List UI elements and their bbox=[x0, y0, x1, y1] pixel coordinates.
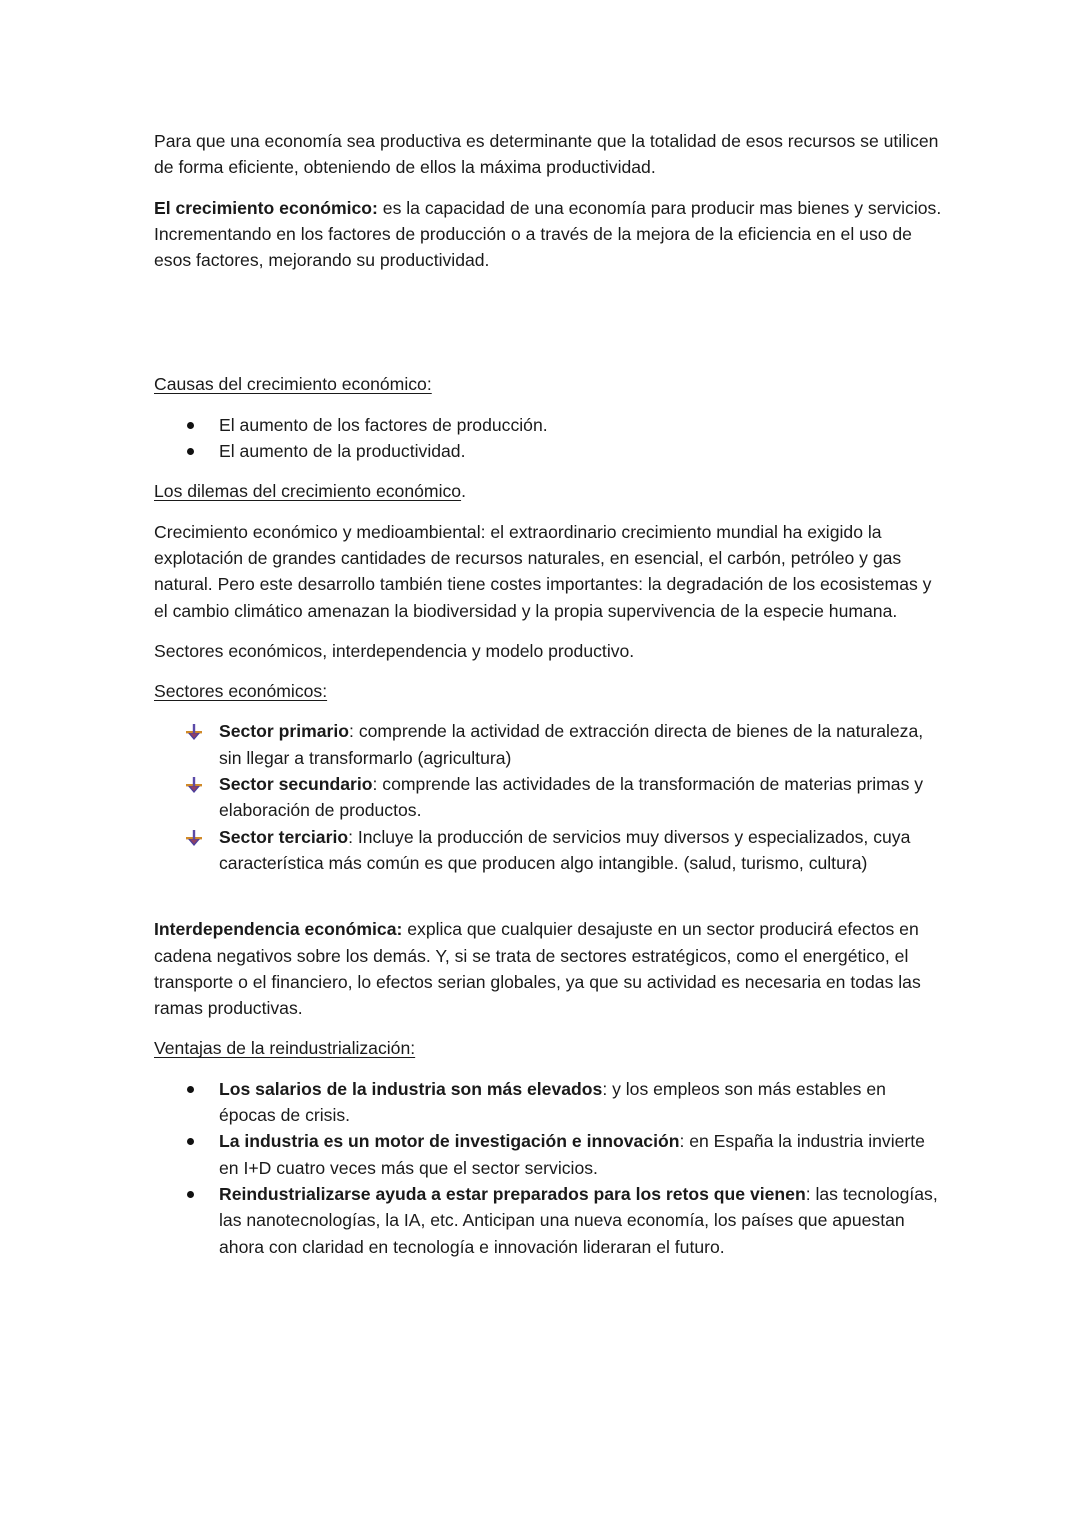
definition-sector-terciario: : Incluye la producción de servicios muy diversos y especializados, cuya característica más común es que producen algo intangible. (salud, turismo, cultura) bbox=[219, 826, 911, 873]
section-title-sectores: Sectores económicos, interdependencia y modelo productivo. bbox=[154, 640, 635, 661]
list-item-sector-secundario bbox=[154, 771, 944, 824]
term-sector-secundario: Sector secundario bbox=[219, 774, 373, 795]
list-item bbox=[154, 1076, 944, 1129]
term-crecimiento: El crecimiento económico: bbox=[154, 197, 378, 218]
list-item-sector-primario bbox=[154, 718, 944, 771]
list-causas bbox=[154, 412, 944, 465]
list-item: El aumento de la productividad. bbox=[154, 438, 944, 464]
arrow-down-icon bbox=[185, 776, 203, 794]
term-ventaja: Reindustrializarse ayuda a estar preparados para los retos que vienen bbox=[219, 1183, 806, 1204]
definition-interdependencia: explica que cualquier desajuste en un sector producirá efectos en cadena negativos sobre los demás. Y, si se trata de sectores estratégicos, como el energético, el transporte o el financiero, lo efectos serian globales, ya que su actividad es necesaria en todas las ramas productivas. bbox=[154, 919, 921, 1019]
list-sectores bbox=[154, 718, 944, 876]
definition-ventaja: : y los empleos son más estables en épocas de crisis. bbox=[219, 1078, 886, 1126]
definition-sector-primario: : comprende la actividad de extracción directa de bienes de la naturaleza, sin llegar a transformarlo (agricultura) bbox=[219, 721, 924, 768]
term-ventaja: La industria es un motor de investigación e innovación bbox=[219, 1131, 680, 1152]
term-sector-primario: Sector primario bbox=[219, 721, 350, 742]
list-ventajas bbox=[154, 1076, 944, 1260]
arrow-down-icon bbox=[185, 723, 203, 741]
definition-ventaja: : las tecnologías, las nanotecnologías, la IA, etc. Anticipan una nueva economía, los países que apuestan ahora con claridad en tecnología e innovación lideraran el futuro. bbox=[219, 1183, 938, 1257]
definition-crecimiento: es la capacidad de una economía para producir mas bienes y servicios. Incrementando en los factores de producción o a través de la mejora de la eficiencia en el uso de esos factores, mejorando su productividad. bbox=[154, 197, 942, 271]
term-sector-terciario: Sector terciario bbox=[219, 826, 349, 847]
heading-causas: Causas del crecimiento económico: bbox=[154, 374, 432, 395]
definition-ventaja: : en España la industria invierte en I+D cuatro veces más que el sector servicios. bbox=[219, 1131, 925, 1178]
paragraph-productividad: Para que una economía sea productiva es determinante que la totalidad de esos recursos se utilicen de forma eficiente, obteniendo de ellos la máxima productividad. bbox=[154, 131, 939, 178]
paragraph-crecimiento bbox=[154, 195, 944, 274]
heading-dilemas-text: Los dilemas del crecimiento económico bbox=[154, 481, 462, 502]
heading-sectores: Sectores económicos: bbox=[154, 681, 328, 702]
arrow-down-icon bbox=[185, 829, 203, 847]
list-item-sector-terciario bbox=[154, 824, 944, 877]
paragraph-dilemas: Crecimiento económico y medioambiental: el extraordinario crecimiento mundial ha exigido la explotación de grandes cantidades de recursos naturales, en esencial, el carbón, petróleo y gas natural. Pero este desarrollo también tiene costes importantes: la degradación de los ecosistemas y el cambio climático amenazan la biodiversidad y la propia supervivencia de la especie humana. bbox=[154, 521, 932, 621]
list-item bbox=[154, 1181, 944, 1260]
paragraph-interdependencia bbox=[154, 916, 944, 1021]
term-interdependencia: Interdependencia económica: bbox=[154, 919, 403, 940]
heading-ventajas: Ventajas de la reindustrialización: bbox=[154, 1038, 416, 1059]
document-content bbox=[154, 128, 944, 1260]
term-ventaja: Los salarios de la industria son más elevados bbox=[219, 1078, 603, 1099]
heading-dilemas bbox=[154, 478, 944, 504]
heading-dilemas-period: . bbox=[461, 481, 466, 502]
definition-sector-secundario: : comprende las actividades de la transformación de materias primas y elaboración de productos. bbox=[219, 774, 924, 821]
list-item bbox=[154, 1128, 944, 1181]
list-item: El aumento de los factores de producción. bbox=[154, 412, 944, 438]
